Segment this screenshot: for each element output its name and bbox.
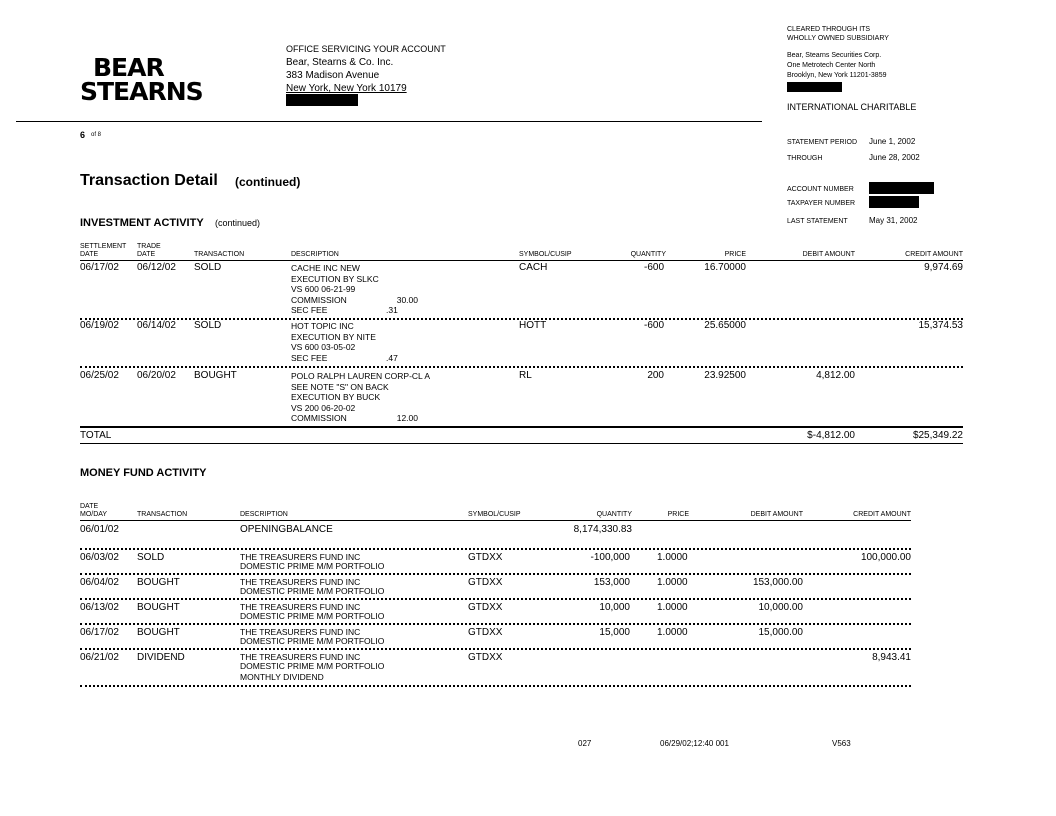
clearing-line-4: One Metrotech Center North	[787, 62, 876, 69]
investment-activity-title: INVESTMENT ACTIVITY	[80, 217, 204, 229]
row-separator	[80, 648, 911, 650]
transaction-type: SOLD	[137, 552, 165, 563]
row-separator	[80, 685, 911, 687]
transaction-type: SOLD	[194, 320, 222, 331]
price: 1.0000	[657, 577, 688, 588]
clearing-line-3: Bear, Stearns Securities Corp.	[787, 52, 882, 59]
transaction-type: BOUGHT	[137, 577, 180, 588]
footer-code-2: V563	[832, 739, 851, 748]
description-line: EXECUTION BY NITE	[291, 331, 376, 342]
col-debit: DEBIT AMOUNT	[750, 511, 803, 518]
last-statement-value: May 31, 2002	[869, 216, 918, 225]
header-rule	[16, 121, 762, 122]
through-label: THROUGH	[787, 155, 823, 162]
redaction-box	[869, 196, 919, 208]
col-settlement-1: SETTLEMENT	[80, 243, 127, 250]
account-number-label: ACCOUNT NUMBER	[787, 186, 854, 193]
quantity: 200	[647, 370, 664, 381]
col-description: DESCRIPTION	[240, 511, 288, 518]
debit-amount: 10,000.00	[758, 602, 803, 613]
sec-fee-amount: .47	[386, 352, 398, 363]
office-line-1: Bear, Stearns & Co. Inc.	[286, 57, 394, 68]
description-line: MONTHLY DIVIDEND	[240, 672, 324, 682]
table-header-rule	[80, 260, 963, 261]
through-value: June 28, 2002	[869, 153, 920, 162]
quantity: 15,000	[599, 627, 630, 638]
symbol: GTDXX	[468, 602, 503, 613]
quantity: 153,000	[593, 577, 630, 588]
col-price: PRICE	[724, 251, 746, 258]
logo-line-1: BEAR	[93, 53, 164, 82]
col-date-1: DATE	[80, 503, 99, 510]
price: 16.70000	[704, 262, 746, 273]
price: 1.0000	[657, 552, 688, 563]
symbol: GTDXX	[468, 627, 503, 638]
description-line: DOMESTIC PRIME M/M PORTFOLIO	[240, 636, 385, 646]
description-line: POLO RALPH LAUREN CORP-CL A	[291, 371, 431, 381]
description-line: DOMESTIC PRIME M/M PORTFOLIO	[240, 586, 385, 596]
col-trade-2: DATE	[137, 251, 156, 258]
total-credit: $25,349.22	[912, 430, 963, 441]
description-line: THE TREASURERS FUND INC	[240, 577, 361, 587]
transaction-type: DIVIDEND	[137, 652, 185, 663]
credit-amount: 8,943.41	[872, 652, 911, 663]
description-line: COMMISSION	[291, 413, 347, 423]
footer-code: 027	[578, 739, 592, 748]
col-symbol: SYMBOL/CUSIP	[519, 251, 572, 258]
description-line: DOMESTIC PRIME M/M PORTFOLIO	[240, 611, 385, 621]
total-rule-bottom	[80, 443, 963, 444]
credit-amount: 100,000.00	[860, 552, 911, 563]
description-line: OPENINGBALANCE	[240, 524, 333, 535]
col-transaction: TRANSACTION	[194, 251, 245, 258]
description-line: SEC FEE	[291, 352, 328, 363]
row-separator	[80, 598, 911, 600]
date: 06/17/02	[80, 627, 119, 638]
col-description: DESCRIPTION	[291, 251, 339, 258]
transaction-type: SOLD	[194, 262, 222, 273]
table-header-rule	[80, 520, 911, 521]
col-trade-1: TRADE	[137, 243, 161, 250]
symbol: GTDXX	[468, 577, 503, 588]
col-settlement-2: DATE	[80, 251, 99, 258]
transaction-type: BOUGHT	[137, 602, 180, 613]
symbol: GTDXX	[468, 552, 503, 563]
debit-amount: 4,812.00	[816, 370, 855, 381]
page-number: 6	[80, 130, 86, 140]
description-line: SEE NOTE "S" ON BACK	[291, 381, 389, 392]
credit-amount: 15,374.53	[918, 320, 963, 331]
description-line: VS 600 06-21-99	[291, 284, 356, 294]
row-separator	[80, 366, 963, 368]
price: 1.0000	[657, 627, 688, 638]
footer-timestamp: 06/29/02;12:40 001	[660, 739, 729, 748]
date: 06/01/02	[80, 524, 119, 535]
redaction-box	[286, 94, 358, 106]
trade-date: 06/12/02	[137, 262, 176, 273]
description-line: EXECUTION BY SLKC	[291, 273, 379, 284]
description-line: SEC FEE	[291, 305, 328, 315]
description-line: DOMESTIC PRIME M/M PORTFOLIO	[240, 561, 385, 571]
date: 06/13/02	[80, 602, 119, 613]
bear-stearns-logo	[80, 53, 203, 106]
col-price: PRICE	[667, 511, 689, 518]
symbol: CACH	[519, 262, 548, 273]
taxpayer-number-label: TAXPAYER NUMBER	[787, 200, 856, 207]
col-transaction: TRANSACTION	[137, 511, 188, 518]
row-separator	[80, 623, 911, 625]
col-debit: DEBIT AMOUNT	[802, 251, 855, 258]
office-label: OFFICE SERVICING YOUR ACCOUNT	[286, 44, 446, 54]
statement-period-label: STATEMENT PERIOD	[787, 139, 858, 146]
quantity: -600	[643, 262, 664, 273]
total-label: TOTAL	[80, 430, 112, 441]
price: 1.0000	[657, 602, 688, 613]
transaction-type: BOUGHT	[194, 370, 237, 381]
symbol: GTDXX	[468, 652, 503, 663]
office-line-3: New York, New York 10179	[286, 83, 407, 94]
sec-fee-amount: .31	[386, 305, 398, 315]
debit-amount: 15,000.00	[758, 627, 803, 638]
statement-period-value: June 1, 2002	[869, 137, 916, 146]
description-line: THE TREASURERS FUND INC	[240, 552, 361, 562]
symbol: HOTT	[519, 320, 547, 331]
clearing-line-5: Brooklyn, New York 11201-3859	[787, 72, 887, 79]
logo-line-2: STEARNS	[80, 77, 203, 106]
settlement-date: 06/19/02	[80, 320, 119, 331]
commission-amount: 30.00	[396, 294, 418, 305]
date: 06/04/02	[80, 577, 119, 588]
debit-amount: 153,000.00	[752, 577, 803, 588]
page-title: Transaction Detail	[80, 172, 218, 189]
description-line: THE TREASURERS FUND INC	[240, 627, 361, 637]
total-rule-top	[80, 426, 963, 428]
quantity: -600	[643, 320, 664, 331]
page-of: of 8	[91, 132, 102, 138]
commission-amount: 12.00	[396, 413, 418, 423]
description-line: CACHE INC NEW	[291, 263, 360, 273]
page-title-sub: (continued)	[235, 175, 301, 189]
trade-date: 06/20/02	[137, 370, 176, 381]
redaction-box	[869, 182, 934, 194]
settlement-date: 06/17/02	[80, 262, 119, 273]
quantity: 8,174,330.83	[573, 524, 632, 535]
quantity: -100,000	[590, 552, 630, 563]
description-line: EXECUTION BY BUCK	[291, 392, 381, 402]
col-date-2: MO/DAY	[80, 511, 108, 518]
col-credit: CREDIT AMOUNT	[853, 511, 911, 518]
settlement-date: 06/25/02	[80, 370, 119, 381]
description-line: THE TREASURERS FUND INC	[240, 602, 361, 612]
credit-amount: 9,974.69	[924, 262, 963, 273]
description-line: COMMISSION	[291, 294, 347, 305]
description-line: VS 200 06-20-02	[291, 402, 356, 413]
trade-date: 06/14/02	[137, 320, 176, 331]
description-line: HOT TOPIC INC	[291, 321, 354, 331]
last-statement-label: LAST STATEMENT	[787, 218, 848, 225]
col-quantity: QUANTITY	[630, 251, 666, 258]
quantity: 10,000	[599, 602, 630, 613]
row-separator	[80, 548, 911, 550]
total-debit: $-4,812.00	[807, 430, 855, 441]
redaction-box	[787, 82, 842, 92]
description-line: DOMESTIC PRIME M/M PORTFOLIO	[240, 661, 385, 671]
row-separator	[80, 573, 911, 575]
transaction-type: BOUGHT	[137, 627, 180, 638]
clearing-line-2: WHOLLY OWNED SUBSIDIARY	[787, 35, 889, 42]
col-symbol: SYMBOL/CUSIP	[468, 511, 521, 518]
office-line-2: 383 Madison Avenue	[286, 70, 380, 81]
description-line: THE TREASURERS FUND INC	[240, 652, 361, 662]
clearing-line-1: CLEARED THROUGH ITS	[787, 26, 871, 33]
account-name: INTERNATIONAL CHARITABLE	[787, 102, 917, 112]
price: 25.65000	[704, 320, 746, 331]
col-quantity: QUANTITY	[596, 511, 632, 518]
symbol: RL	[519, 370, 532, 381]
col-credit: CREDIT AMOUNT	[905, 251, 963, 258]
investment-activity-sub: (continued)	[215, 218, 261, 228]
description-line: VS 600 03-05-02	[291, 342, 356, 352]
money-fund-activity-title: MONEY FUND ACTIVITY	[80, 467, 207, 479]
date: 06/21/02	[80, 652, 119, 663]
date: 06/03/02	[80, 552, 119, 563]
price: 23.92500	[704, 370, 746, 381]
